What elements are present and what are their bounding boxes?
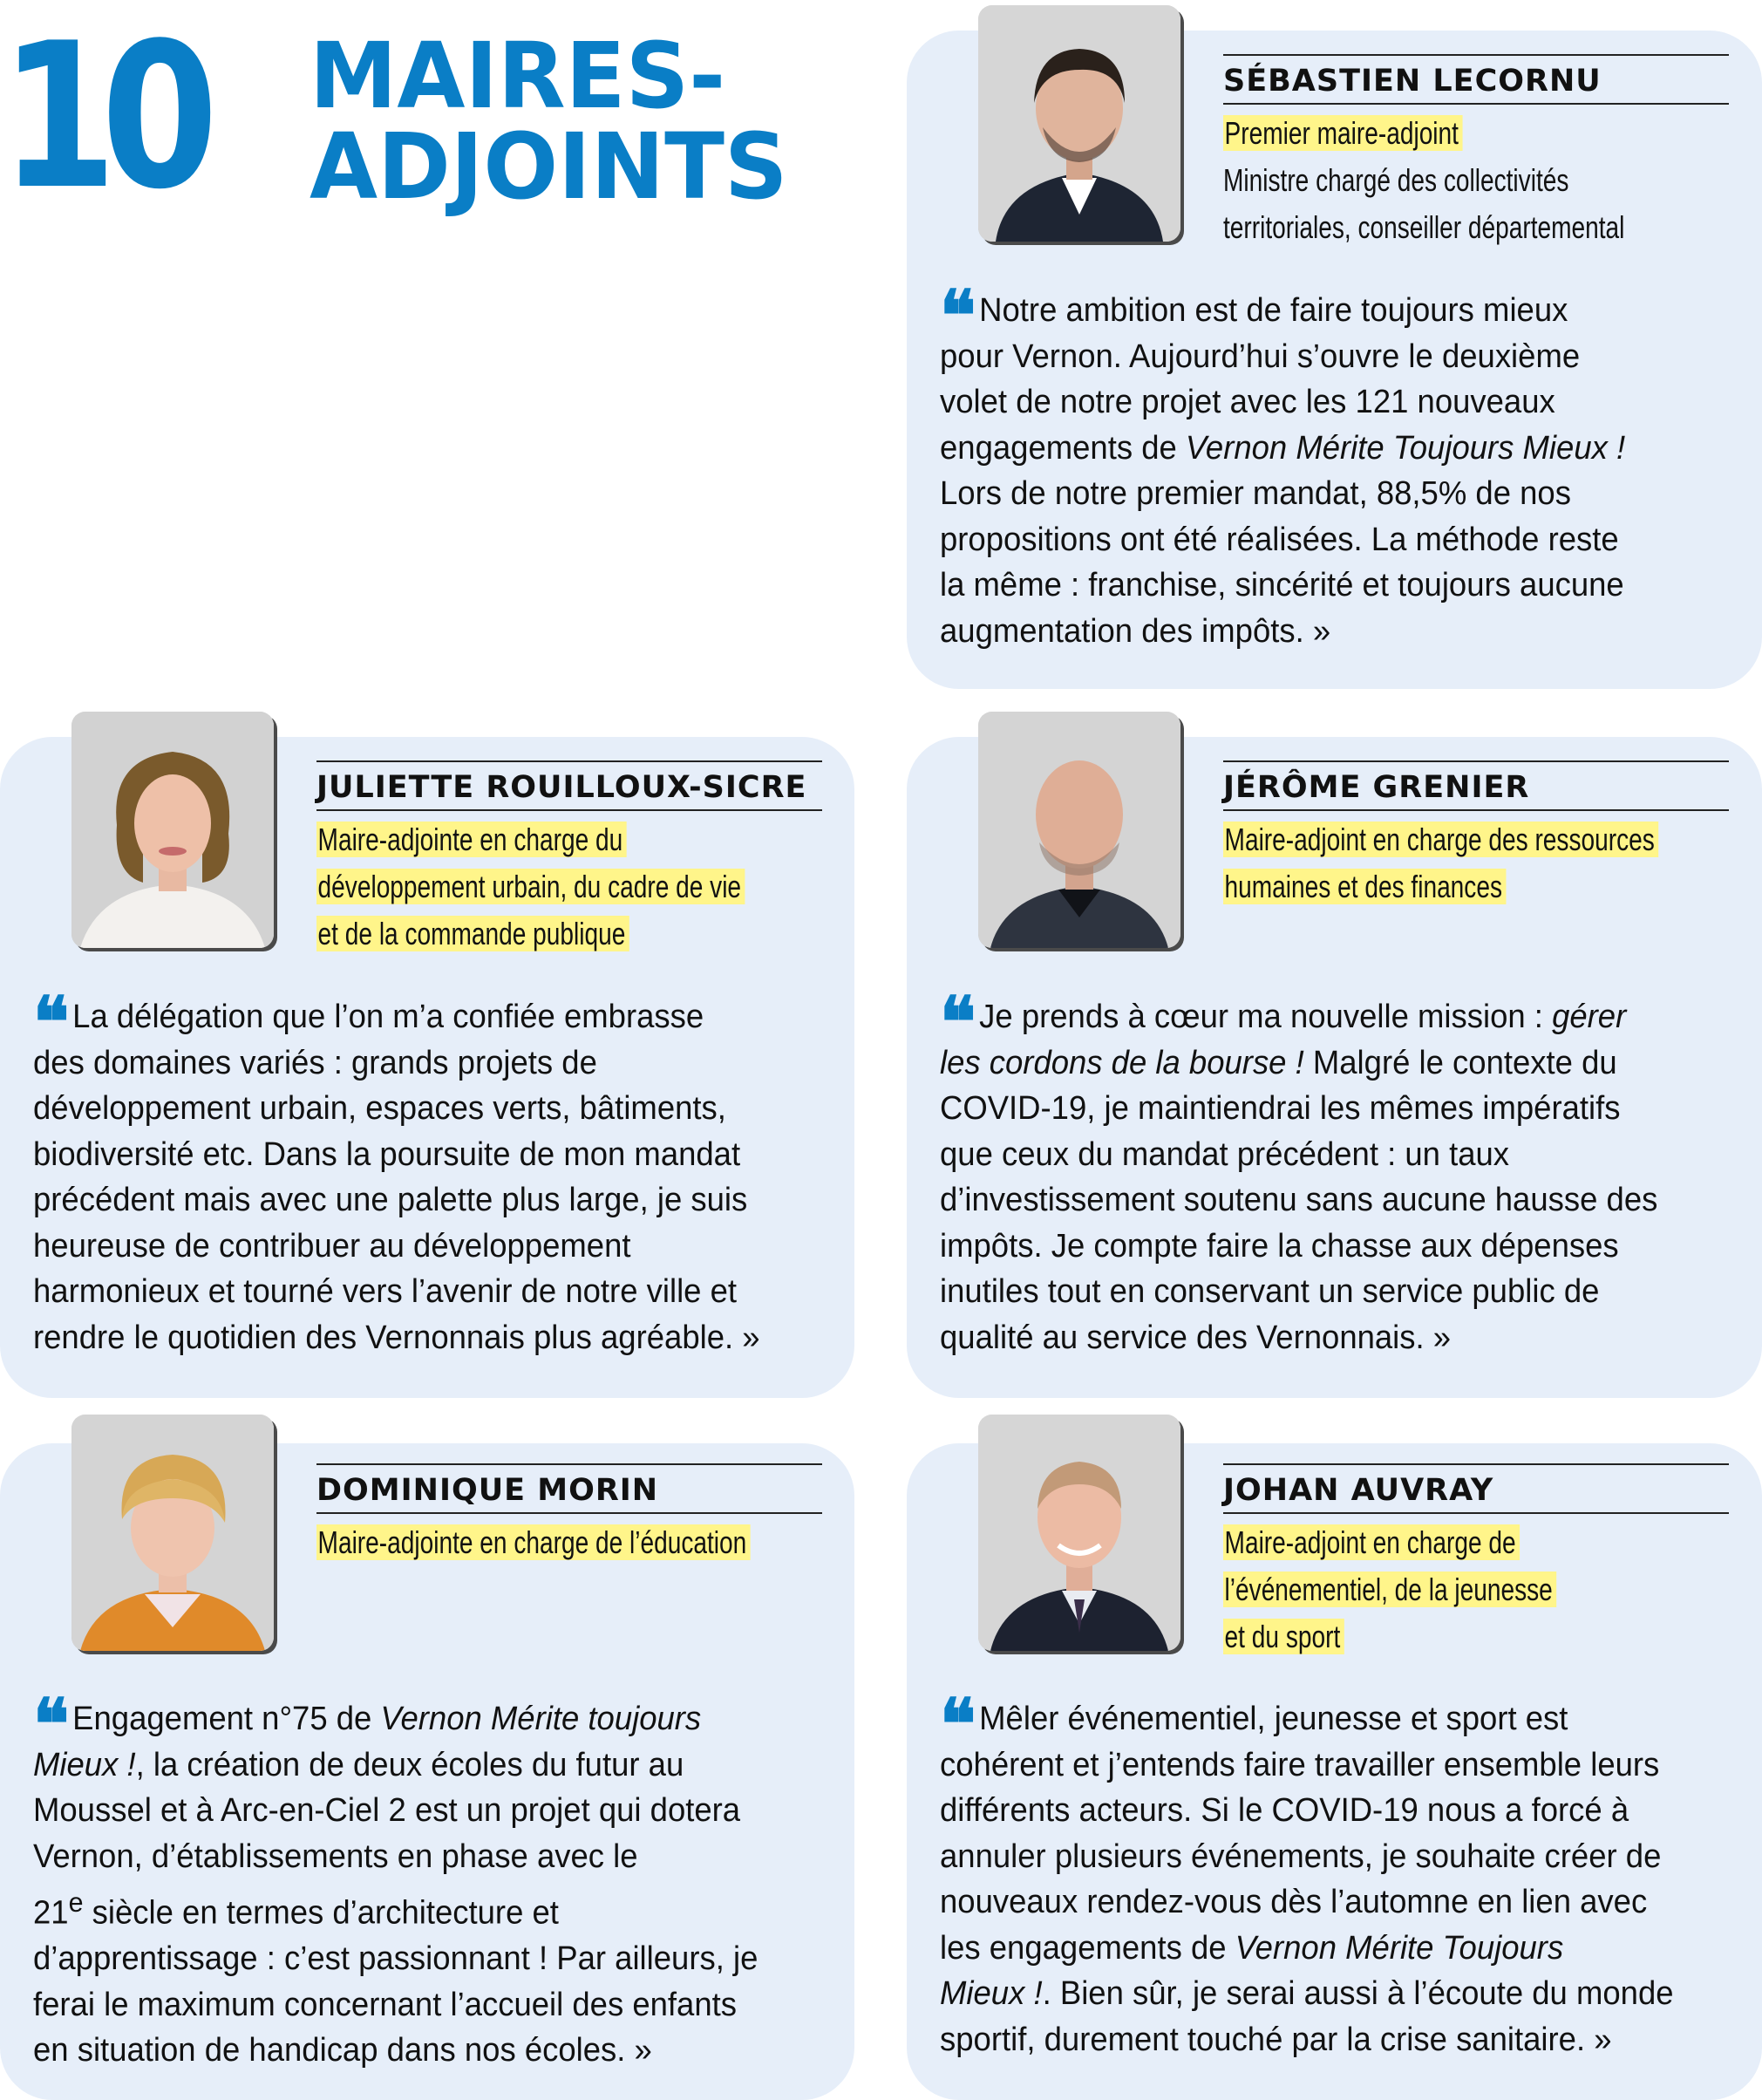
portrait-photo [71,712,274,948]
deputy-info [316,1463,822,1566]
headline-line1: MAIRES- [310,23,726,129]
quote-line: pour Vernon. Aujourd’hui s’ouvre le deuxième [940,338,1581,375]
quote-line: précédent mais avec une palette plus large, je suis [33,1182,748,1218]
headline-title [310,23,788,220]
quote-line: propositions ont été réalisées. La méthode reste [940,521,1619,558]
quote-line: engagements de Vernon Mérite Toujours Mieux ! [940,429,1626,467]
quote-line: développement urbain, espaces verts, bâtiments, [33,1090,726,1127]
quote-line: impôts. Je compte faire la chasse aux dépenses [940,1227,1619,1265]
role-highlight-line: humaines et des finances [1223,869,1507,904]
deputy-quote [940,981,1735,1360]
quote-line: les cordons de la bourse ! Malgré le contexte du [940,1044,1617,1081]
portrait-photo [978,5,1180,242]
role-highlight-line: Maire-adjointe en charge de l’éducation [316,1524,751,1560]
quote-line: augmentation des impôts. » [940,612,1331,650]
role-highlight-line: Premier maire-adjoint [1223,115,1463,151]
quote-line: les engagements de Vernon Mérite Toujours [940,1929,1564,1967]
quote-line: cohérent et j’entends faire travailler ensemble leurs [940,1746,1660,1783]
quote-line: Lors de notre premier mandat, 88,5% de nos [940,475,1571,512]
portrait-photo [71,1415,274,1651]
role-highlight-line: Maire-adjoint en charge de [1223,1524,1520,1560]
quote-line: que ceux du mandat précédent : un taux [940,1135,1510,1173]
deputy-name: SÉBASTIEN LECORNU [1223,54,1729,105]
quote-line: qualité au service des Vernonnais. » [940,1319,1452,1356]
quote-line: Moussel et à Arc-en-Ciel 2 est un projet qui dotera [33,1792,741,1829]
headline-number: 10 [0,1,202,234]
quote-line: en situation de handicap dans nos écoles. » [33,2032,652,2069]
deputy-quote [33,1683,820,2074]
role-line: Ministre chargé des collectivités [1223,162,1569,198]
quote-line: annuler plusieurs événements, je souhaite créer de [940,1838,1662,1875]
quote-line: différents acteurs. Si le COVID-19 nous a forcé à [940,1792,1629,1829]
quote-line: ❝ La délégation que l’on m’a confiée embrasse [33,981,704,1063]
deputy-role [1223,816,1655,910]
deputy-info [1223,54,1729,251]
quote-line: des domaines variés : grands projets de [33,1044,597,1081]
deputy-quote [940,1683,1735,2062]
role-highlight-line: et du sport [1223,1619,1344,1654]
deputy-info [1223,760,1729,910]
deputy-name: JÉRÔME GRENIER [1223,760,1729,811]
deputy-info [1223,1463,1729,1660]
deputy-role [316,1519,747,1566]
deputy-role [316,816,742,958]
role-highlight-line: et de la commande publique [316,916,629,951]
role-line: territoriales, conseiller départemental [1223,209,1625,245]
headline-line2: ADJOINTS [310,113,788,220]
quote-mark-icon: ❝ [940,275,976,357]
quote-line: Mieux !, la création de deux écoles du futur au [33,1746,684,1783]
role-highlight-line: Maire-adjointe en charge du [316,822,627,857]
deputy-name: JOHAN AUVRAY [1223,1463,1729,1514]
deputy-role [1223,110,1625,251]
quote-line: d’apprentissage : c’est passionnant ! Par ailleurs, je [33,1940,759,1978]
deputy-quote [33,981,820,1360]
role-highlight-line: développement urbain, du cadre de vie [316,869,745,904]
quote-mark-icon: ❝ [33,1683,70,1765]
deputy-info [316,760,822,958]
portrait-photo [978,1415,1180,1651]
quote-line: ❝ Je prends à cœur ma nouvelle mission : gérer [940,981,1627,1063]
quote-line: volet de notre projet avec les 121 nouveaux [940,384,1555,420]
quote-line: nouveaux rendez-vous dès l’automne en lien avec [940,1884,1648,1920]
quote-line: inutiles tout en conservant un service public de [940,1273,1600,1310]
quote-mark-icon: ❝ [33,981,70,1063]
quote-line: rendre le quotidien des Vernonnais plus agréable. » [33,1319,760,1356]
role-highlight-line: l’événementiel, de la jeunesse [1223,1572,1556,1607]
quote-line: Mieux !. Bien sûr, je serai aussi à l’écoute du monde [940,1975,1674,2012]
quote-line: sportif, durement touché par la crise sanitaire. » [940,2021,1612,2058]
quote-line: biodiversité etc. Dans la poursuite de mon mandat [33,1135,741,1173]
portrait-photo [978,712,1180,948]
quote-line: heureuse de contribuer au développement [33,1227,631,1265]
deputy-role [1223,1519,1617,1660]
quote-mark-icon: ❝ [940,981,976,1063]
quote-line: 21e siècle en termes d’architecture et [33,1886,559,1932]
quote-line: d’investissement soutenu sans aucune hausse des [940,1182,1658,1218]
role-highlight-line: Maire-adjoint en charge des ressources [1223,822,1658,857]
quote-line: ❝ Notre ambition est de faire toujours mieux [940,275,1568,357]
headline [0,0,872,610]
deputy-quote [940,275,1735,654]
deputy-name: DOMINIQUE MORIN [316,1463,822,1514]
quote-line: ❝ Engagement n°75 de Vernon Mérite toujours [33,1683,702,1765]
quote-line: COVID-19, je maintiendrai les mêmes impératifs [940,1090,1621,1127]
quote-line: la même : franchise, sincérité et toujours aucune [940,567,1624,603]
quote-mark-icon: ❝ [940,1683,976,1765]
quote-line: harmonieux et tourné vers l’avenir de notre ville et [33,1273,738,1310]
quote-line: ❝ Mêler événementiel, jeunesse et sport est [940,1683,1568,1765]
quote-line: ferai le maximum concernant l’accueil des enfants [33,1986,737,2023]
deputy-name: JULIETTE ROUILLOUX-SICRE [316,760,822,811]
quote-line: Vernon, d’établissements en phase avec le [33,1838,638,1875]
